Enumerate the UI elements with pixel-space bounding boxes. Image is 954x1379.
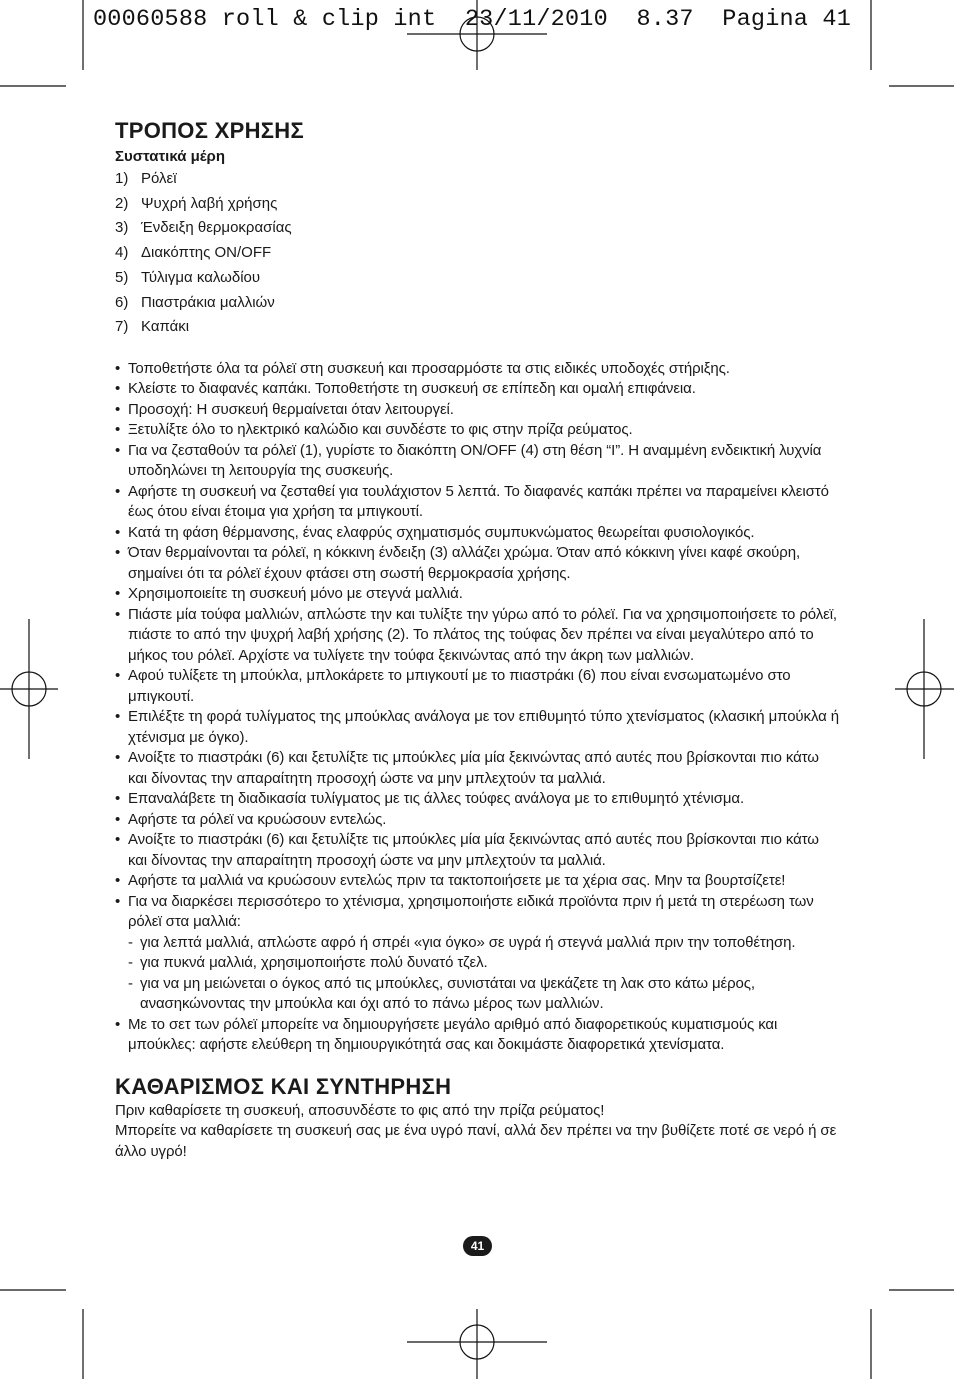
cleaning-paragraph-1: Πριν καθαρίσετε τη συσκευή, αποσυνδέστε το φις από την πρίζα ρεύματος! [115,1101,605,1119]
list-item: 1) Ρόλεϊ [115,170,177,187]
list-item: 6) Πιαστράκια μαλλιών [115,293,275,311]
usage-section-title: ΤΡΟΠΟΣ ΧΡΗΣΗΣ [115,118,304,143]
list-item: - για πυκνά μαλλιά, χρησιμοποιήστε πολύ δυνατό τζελ. [128,953,840,974]
list-item-text: Για να διαρκέσει περισσότερο το χτένισμα, χρησιμοποιήστε ειδικά προϊόντα πριν ή μετά τη στερέωση των ρόλεϊ στα μαλλιά: [128,892,814,931]
page-content [115,117,840,1162]
list-item: • Αφήστε τη συσκευή να ζεσταθεί για τουλάχιστον 5 λεπτά. Το διαφανές καπάκι πρέπει να παραμείνει κλειστό έως ότου είναι έτοιμα για χρήση τα μπιγκουτί. [115,482,840,523]
registration-mark-bottom [407,1309,547,1379]
list-item: 7) Καπάκι [115,318,190,336]
list-item: • Πιάστε μία τούφα μαλλιών, απλώστε την και τυλίξτε την γύρω από το ρόλεϊ. Για να χρησιμοποιήσετε το ρόλεϊ, πιάστε το από την ψυχρή λαβή χρήσης (2). Το πλάτος της τούφας δεν πρέπει να είναι μεγαλύτερο από το μήκος του ρόλεϊ. Αρχίστε να τυλίγετε την τούφα ξεκινώντας από την άκρη των μαλλιών. [115,605,840,667]
list-item: • Ανοίξτε το πιαστράκι (6) και ξετυλίξτε τις μπούκλες μία μία ξεκινώντας από αυτές που βρίσκονται πιο κάτω και δίνοντας την απαραίτητη προσοχή ώστε να μην μπλεχτούν τα μαλλιά. [115,830,840,871]
list-item: • Χρησιμοποιείτε τη συσκευή μόνο με στεγνά μαλλιά. [115,584,840,605]
list-item: • Για να ζεσταθούν τα ρόλεϊ (1), γυρίστε το διακόπτη ON/OFF (4) στη θέση “I”. Η αναμμένη ενδεικτική λυχνία υποδηλώνει τη λειτουργία της συσκευής. [115,441,840,482]
print-slug-line: 00060588 roll & clip int 23/11/2010 8.37 Pagina 41 [93,6,852,33]
list-item: • Αφήστε τα μαλλιά να κρυώσουν εντελώς πριν τα τακτοποιήσετε με τα χέρια σας. Μην τα βουρτσίζετε! [115,871,840,892]
list-item: • Τοποθετήστε όλα τα ρόλεϊ στη συσκευή και προσαρμόστε τα στις ειδικές υποδοχές στήριξης. [115,359,840,380]
cleaning-section-title: ΚΑΘΑΡΙΣΜΟΣ ΚΑΙ ΣΥΝΤΗΡΗΣΗ [115,1073,452,1099]
list-item: • Αφήστε τα ρόλεϊ να κρυώσουν εντελώς. [115,810,840,831]
list-item: 2) Ψυχρή λαβή χρήσης [115,194,278,212]
page-number-badge: 41 [463,1236,492,1256]
list-item: • Κλείστε το διαφανές καπάκι. Τοποθετήστε τη συσκευή σε επίπεδη και ομαλή επιφάνεια. [115,379,840,400]
substeps-list [128,933,840,1015]
list-item: 4) Διακόπτης ON/OFF [115,244,272,262]
instructions-list [115,359,840,1056]
list-item: • Όταν θερμαίνονται τα ρόλεϊ, η κόκκινη ένδειξη (3) αλλάζει χρώμα. Όταν από κόκκινη γίνει καφέ σκούρη, σημαίνει ότι τα ρόλεϊ έχουν φτάσει στη σωστή θερμοκρασία χρήσης. [115,543,840,584]
list-item: - για να μη μειώνεται ο όγκος από τις μπούκλες, συνιστάται να ψεκάζετε τη λακ στο κάτω μέρος, ανασηκώνοντας την μπούκλα και όχι από το πάνω μέρος των μαλλιών. [128,974,840,1015]
list-item: 5) Τύλιγμα καλωδίου [115,268,261,286]
cleaning-paragraph-2: Μπορείτε να καθαρίσετε τη συσκευή σας με ένα υγρό πανί, αλλά δεν πρέπει να την βυθίζετε ποτέ σε νερό ή σε άλλο υγρό! [115,1122,837,1160]
list-item: • Ανοίξτε το πιαστράκι (6) και ξετυλίξτε τις μπούκλες μία μία ξεκινώντας από αυτές που βρίσκονται πιο κάτω και δίνοντας την απαραίτητη προσοχή ώστε να μην μπλεχτούν τα μαλλιά. [115,748,840,789]
list-item: • Κατά τη φάση θέρμανσης, ένας ελαφρύς σχηματισμός συμπυκνώματος θεωρείται φυσιολογικός. [115,523,840,544]
list-item: • Με το σετ των ρόλεϊ μπορείτε να δημιουργήσετε μεγάλο αριθμό από διαφορετικούς κυματισμούς και μπούκλες: αφήστε ελεύθερη τη δημιουργικότητά σας και δοκιμάστε διαφορετικά χτενίσματα. [115,1015,840,1056]
registration-mark-right [895,619,954,759]
list-item: • Επιλέξτε τη φορά τυλίγματος της μπούκλας ανάλογα με τον επιθυμητό τύπο χτενίσματος (κλασική μπούκλα ή χτένισμα με όγκο). [115,707,840,748]
registration-mark-left [0,619,58,759]
parts-heading: Συστατικά μέρη [115,148,225,165]
list-item: - για λεπτά μαλλιά, απλώστε αφρό ή σπρέι «για όγκο» σε υγρά ή στεγνά μαλλιά πριν την τοποθέτηση. [128,933,840,954]
list-item-with-substeps [115,892,840,1015]
list-item: 3) Ένδειξη θερμοκρασίας [115,219,292,237]
list-item: • Επαναλάβετε τη διαδικασία τυλίγματος με τις άλλες τούφες ανάλογα με το επιθυμητό χτένισμα. [115,789,840,810]
parts-list [115,167,840,340]
list-item: • Προσοχή: Η συσκευή θερμαίνεται όταν λειτουργεί. [115,400,840,421]
list-item: • Αφού τυλίξετε τη μπούκλα, μπλοκάρετε το μπιγκουτί με το πιαστράκι (6) που είναι ενσωματωμένο στο μπιγκουτί. [115,666,840,707]
list-item: • Ξετυλίξτε όλο το ηλεκτρικό καλώδιο και συνδέστε το φις στην πρίζα ρεύματος. [115,420,840,441]
